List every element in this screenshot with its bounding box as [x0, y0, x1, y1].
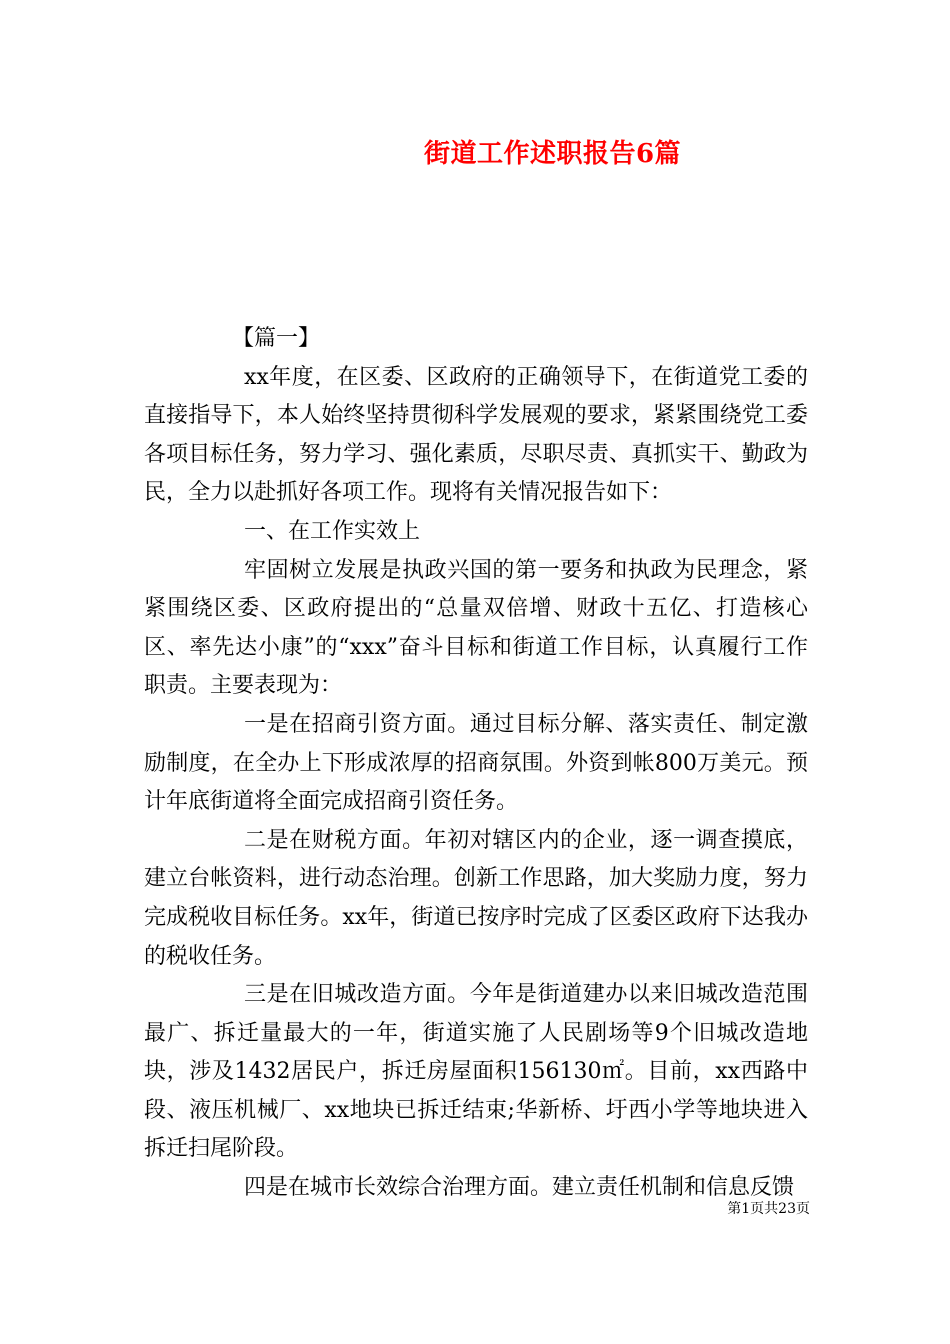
- paragraph: 二是在财税方面。年初对辖区内的企业，逐一调查摸底，建立台帐资料，进行动态治理。创新工作思路，加大奖励力度，努力完成税收目标任务。xx年，街道已按序时完成了区委区政府下达我办的税收任务。: [144, 827, 808, 969]
- paragraph: 三是在旧城改造方面。今年是街道建办以来旧城改造范围最广、拆迁量最大的一年，街道实施了人民剧场等9个旧城改造地块，涉及1432居民户，拆迁房屋面积156130㎡。目前，xx西路中段、液压机械厂、xx地块已拆迁结束;华新桥、圩西小学等地块进入拆迁扫尾阶段。: [144, 982, 808, 1162]
- section-heading: 一、在工作实效上: [244, 518, 421, 544]
- document-title: 街道工作述职报告6篇: [423, 139, 682, 169]
- paragraph: 一是在招商引资方面。通过目标分解、落实责任、制定激励制度，在全办上下形成浓厚的招商氛围。外资到帐800万美元。预计年底街道将全面完成招商引资任务。: [144, 711, 808, 815]
- paragraph: 牢固树立发展是执政兴国的第一要务和执政为民理念，紧紧围绕区委、区政府提出的“总量双倍增、财政十五亿、打造核心区、率先达小康”的“xxx”奋斗目标和街道工作目标，认真履行工作职责。主要表现为：: [144, 557, 808, 699]
- document-body: [144, 320, 808, 1208]
- paragraph: 四是在城市长效综合治理方面。建立责任机制和信息反馈: [244, 1175, 795, 1201]
- page-number: 第1页共23页: [727, 1201, 810, 1217]
- section-label: 【篇一】: [232, 326, 321, 351]
- paragraph: xx年度，在区委、区政府的正确领导下，在街道党工委的直接指导下，本人始终坚持贯彻科学发展观的要求，紧紧围绕党工委各项目标任务，努力学习、强化素质，尽职尽责、真抓实干、勤政为民，全力以赴抓好各项工作。现将有关情况报告如下：: [144, 364, 808, 506]
